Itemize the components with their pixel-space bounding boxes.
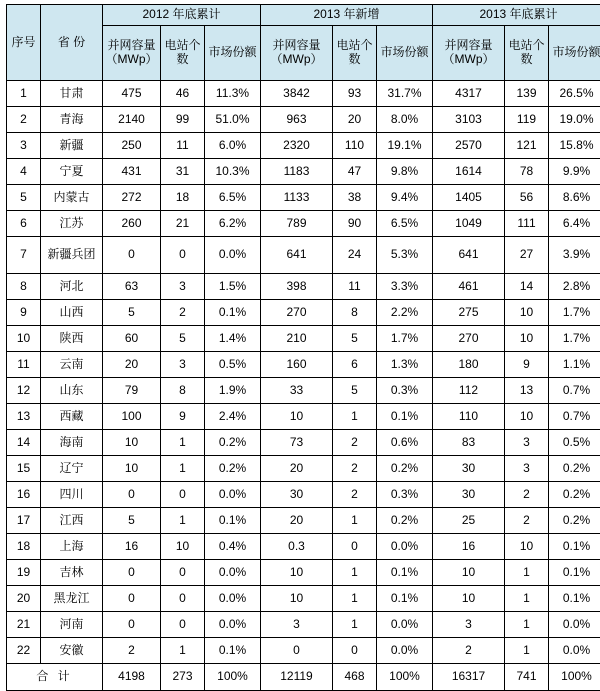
cell-2013cum-share: 0.0%	[549, 638, 600, 664]
total-2013new-capacity: 12119	[261, 664, 333, 691]
cell-2012-share: 6.2%	[205, 211, 261, 237]
cell-2013new-capacity: 210	[261, 326, 333, 352]
cell-province: 吉林	[41, 560, 103, 586]
cell-2013cum-share: 0.5%	[549, 430, 600, 456]
cell-2012-count: 0	[161, 482, 205, 508]
cell-2013new-count: 20	[333, 107, 377, 133]
cell-2012-share: 0.1%	[205, 300, 261, 326]
cell-2013cum-share: 9.9%	[549, 159, 600, 185]
cell-2012-capacity: 260	[103, 211, 161, 237]
cell-2012-count: 11	[161, 133, 205, 159]
cell-2013new-share: 0.3%	[377, 378, 433, 404]
cell-2013new-count: 1	[333, 560, 377, 586]
cell-2013cum-count: 119	[505, 107, 549, 133]
cell-2013new-capacity: 160	[261, 352, 333, 378]
table-body	[7, 81, 600, 664]
cell-seq: 9	[7, 300, 41, 326]
cell-2013new-count: 1	[333, 508, 377, 534]
total-2013cum-share: 100%	[549, 664, 600, 691]
cell-2013cum-capacity: 1614	[433, 159, 505, 185]
cell-2013cum-capacity: 25	[433, 508, 505, 534]
cell-2012-count: 0	[161, 586, 205, 612]
cell-2013cum-count: 10	[505, 300, 549, 326]
cell-2012-capacity: 475	[103, 81, 161, 107]
cell-2013cum-share: 2.8%	[549, 274, 600, 300]
cell-seq: 11	[7, 352, 41, 378]
cell-2013cum-count: 10	[505, 326, 549, 352]
cell-province: 新疆	[41, 133, 103, 159]
cell-2012-share: 1.4%	[205, 326, 261, 352]
cell-2012-share: 0.2%	[205, 456, 261, 482]
cell-2013cum-count: 2	[505, 482, 549, 508]
cell-province: 青海	[41, 107, 103, 133]
cell-2013cum-share: 0.2%	[549, 482, 600, 508]
total-row	[7, 664, 600, 691]
cell-2013cum-share: 0.1%	[549, 534, 600, 560]
cell-2013new-capacity: 10	[261, 404, 333, 430]
cell-2013new-count: 110	[333, 133, 377, 159]
cell-2013new-count: 93	[333, 81, 377, 107]
cell-2013cum-capacity: 10	[433, 560, 505, 586]
cell-2013cum-count: 10	[505, 404, 549, 430]
cell-2012-capacity: 10	[103, 430, 161, 456]
cell-seq: 5	[7, 185, 41, 211]
cell-2013new-capacity: 1183	[261, 159, 333, 185]
cell-2012-capacity: 0	[103, 586, 161, 612]
cell-2013cum-count: 1	[505, 612, 549, 638]
cell-2013cum-capacity: 110	[433, 404, 505, 430]
cell-2012-capacity: 431	[103, 159, 161, 185]
cell-2013new-capacity: 73	[261, 430, 333, 456]
cell-2013new-capacity: 789	[261, 211, 333, 237]
cell-2013new-share: 9.8%	[377, 159, 433, 185]
cell-2013cum-capacity: 2570	[433, 133, 505, 159]
cell-2012-count: 46	[161, 81, 205, 107]
cell-2013cum-share: 19.0%	[549, 107, 600, 133]
cell-2012-share: 0.5%	[205, 352, 261, 378]
total-2013cum-count: 741	[505, 664, 549, 691]
cell-2013cum-count: 1	[505, 638, 549, 664]
cell-2012-count: 0	[161, 612, 205, 638]
header-2013new-share: 市场份额	[377, 26, 433, 81]
table-row	[7, 159, 600, 185]
header-2013new-count: 电站个数	[333, 26, 377, 81]
cell-2013cum-share: 8.6%	[549, 185, 600, 211]
header-group-2012-cumulative: 2012 年底累计	[103, 5, 261, 26]
cell-2012-share: 1.5%	[205, 274, 261, 300]
cell-2013new-count: 90	[333, 211, 377, 237]
cell-2013new-share: 0.1%	[377, 586, 433, 612]
cell-province: 海南	[41, 430, 103, 456]
cell-2012-capacity: 20	[103, 352, 161, 378]
cell-2013new-capacity: 3842	[261, 81, 333, 107]
cell-2013new-count: 5	[333, 326, 377, 352]
cell-seq: 14	[7, 430, 41, 456]
cell-2013cum-share: 0.1%	[549, 560, 600, 586]
cell-2013new-share: 0.2%	[377, 508, 433, 534]
cell-seq: 20	[7, 586, 41, 612]
cell-2013cum-count: 1	[505, 586, 549, 612]
header-2013cum-capacity: 并网容量（MWp）	[433, 26, 505, 81]
cell-2013new-share: 2.2%	[377, 300, 433, 326]
cell-province: 西藏	[41, 404, 103, 430]
cell-2013new-share: 19.1%	[377, 133, 433, 159]
cell-2012-capacity: 2140	[103, 107, 161, 133]
table-row	[7, 185, 600, 211]
cell-2012-capacity: 2	[103, 638, 161, 664]
cell-2013new-capacity: 270	[261, 300, 333, 326]
cell-2013cum-capacity: 112	[433, 378, 505, 404]
total-2013new-share: 100%	[377, 664, 433, 691]
cell-2013new-count: 1	[333, 404, 377, 430]
cell-seq: 6	[7, 211, 41, 237]
table-row	[7, 430, 600, 456]
cell-seq: 7	[7, 237, 41, 274]
header-2013cum-share: 市场份额	[549, 26, 600, 81]
cell-2012-count: 1	[161, 430, 205, 456]
cell-2012-share: 0.0%	[205, 612, 261, 638]
cell-2012-count: 9	[161, 404, 205, 430]
cell-2013new-share: 3.3%	[377, 274, 433, 300]
cell-province: 山西	[41, 300, 103, 326]
cell-2013new-capacity: 963	[261, 107, 333, 133]
cell-2013cum-capacity: 4317	[433, 81, 505, 107]
cell-2013cum-capacity: 275	[433, 300, 505, 326]
cell-2012-share: 51.0%	[205, 107, 261, 133]
cell-2013new-capacity: 20	[261, 508, 333, 534]
cell-2013new-share: 1.3%	[377, 352, 433, 378]
cell-2013new-count: 2	[333, 482, 377, 508]
cell-2012-share: 0.1%	[205, 508, 261, 534]
cell-seq: 4	[7, 159, 41, 185]
cell-2013new-share: 0.0%	[377, 638, 433, 664]
cell-2013new-capacity: 0	[261, 638, 333, 664]
cell-2013new-share: 0.1%	[377, 560, 433, 586]
cell-2013cum-share: 3.9%	[549, 237, 600, 274]
cell-seq: 3	[7, 133, 41, 159]
cell-2013cum-share: 1.7%	[549, 300, 600, 326]
cell-2013cum-share: 0.2%	[549, 508, 600, 534]
table-row	[7, 274, 600, 300]
pv-statistics-table	[6, 4, 600, 691]
table-row	[7, 586, 600, 612]
cell-2012-share: 0.4%	[205, 534, 261, 560]
cell-province: 新疆兵团	[41, 237, 103, 274]
cell-2012-capacity: 0	[103, 482, 161, 508]
cell-seq: 22	[7, 638, 41, 664]
cell-2013new-count: 0	[333, 638, 377, 664]
cell-2013cum-count: 9	[505, 352, 549, 378]
cell-province: 宁夏	[41, 159, 103, 185]
table-row	[7, 638, 600, 664]
table-row	[7, 560, 600, 586]
table-row	[7, 300, 600, 326]
cell-2013cum-share: 26.5%	[549, 81, 600, 107]
cell-2013new-share: 9.4%	[377, 185, 433, 211]
cell-2013new-capacity: 398	[261, 274, 333, 300]
cell-2012-count: 3	[161, 274, 205, 300]
cell-2012-share: 0.0%	[205, 586, 261, 612]
cell-2012-count: 0	[161, 560, 205, 586]
total-2012-capacity: 4198	[103, 664, 161, 691]
table-row	[7, 326, 600, 352]
header-province: 省 份	[41, 5, 103, 81]
cell-2013cum-capacity: 30	[433, 456, 505, 482]
cell-2013cum-count: 27	[505, 237, 549, 274]
cell-2013cum-share: 0.1%	[549, 586, 600, 612]
cell-2012-count: 5	[161, 326, 205, 352]
cell-2013new-count: 0	[333, 534, 377, 560]
header-group-2013-new: 2013 年新增	[261, 5, 433, 26]
cell-2013new-capacity: 10	[261, 586, 333, 612]
cell-seq: 18	[7, 534, 41, 560]
cell-2012-share: 11.3%	[205, 81, 261, 107]
cell-2012-capacity: 16	[103, 534, 161, 560]
cell-2012-share: 6.0%	[205, 133, 261, 159]
cell-seq: 15	[7, 456, 41, 482]
cell-2013cum-count: 10	[505, 534, 549, 560]
cell-2013new-count: 1	[333, 612, 377, 638]
header-group-2013-cumulative: 2013 年底累计	[433, 5, 600, 26]
cell-2013cum-capacity: 1049	[433, 211, 505, 237]
cell-province: 安徽	[41, 638, 103, 664]
header-2013new-capacity: 并网容量（MWp）	[261, 26, 333, 81]
cell-2013new-capacity: 20	[261, 456, 333, 482]
cell-2013cum-share: 1.1%	[549, 352, 600, 378]
cell-province: 四川	[41, 482, 103, 508]
cell-2012-capacity: 100	[103, 404, 161, 430]
header-2012-capacity: 并网容量（MWp）	[103, 26, 161, 81]
cell-seq: 2	[7, 107, 41, 133]
cell-2012-count: 31	[161, 159, 205, 185]
cell-2013cum-capacity: 10	[433, 586, 505, 612]
cell-2013cum-share: 0.7%	[549, 404, 600, 430]
cell-seq: 10	[7, 326, 41, 352]
total-2013new-count: 468	[333, 664, 377, 691]
table-row	[7, 107, 600, 133]
cell-2013new-share: 8.0%	[377, 107, 433, 133]
cell-2013new-share: 6.5%	[377, 211, 433, 237]
cell-2013cum-capacity: 1405	[433, 185, 505, 211]
cell-2013cum-capacity: 16	[433, 534, 505, 560]
cell-2012-count: 99	[161, 107, 205, 133]
cell-province: 陕西	[41, 326, 103, 352]
cell-2013cum-capacity: 30	[433, 482, 505, 508]
cell-2012-count: 2	[161, 300, 205, 326]
cell-seq: 13	[7, 404, 41, 430]
header-2012-share: 市场份额	[205, 26, 261, 81]
cell-2013cum-capacity: 2	[433, 638, 505, 664]
cell-2012-capacity: 63	[103, 274, 161, 300]
cell-2013new-share: 5.3%	[377, 237, 433, 274]
cell-2013new-capacity: 2320	[261, 133, 333, 159]
cell-2013new-capacity: 10	[261, 560, 333, 586]
cell-2012-count: 8	[161, 378, 205, 404]
header-seq: 序号	[7, 5, 41, 81]
cell-2012-count: 3	[161, 352, 205, 378]
cell-2012-share: 0.0%	[205, 237, 261, 274]
cell-2013cum-capacity: 270	[433, 326, 505, 352]
table-row	[7, 482, 600, 508]
cell-2012-capacity: 5	[103, 508, 161, 534]
cell-2012-count: 1	[161, 456, 205, 482]
cell-2013new-capacity: 33	[261, 378, 333, 404]
cell-2012-share: 0.1%	[205, 638, 261, 664]
cell-2013cum-share: 6.4%	[549, 211, 600, 237]
cell-2012-count: 1	[161, 638, 205, 664]
cell-2012-share: 1.9%	[205, 378, 261, 404]
cell-2013cum-count: 14	[505, 274, 549, 300]
cell-province: 辽宁	[41, 456, 103, 482]
table-row	[7, 81, 600, 107]
cell-2013cum-share: 0.0%	[549, 612, 600, 638]
cell-2013new-share: 31.7%	[377, 81, 433, 107]
cell-2013cum-count: 56	[505, 185, 549, 211]
cell-2013cum-count: 3	[505, 430, 549, 456]
cell-2013new-count: 6	[333, 352, 377, 378]
table-row	[7, 404, 600, 430]
table-row	[7, 456, 600, 482]
cell-2013cum-capacity: 641	[433, 237, 505, 274]
cell-2013cum-share: 15.8%	[549, 133, 600, 159]
header-2012-count: 电站个数	[161, 26, 205, 81]
cell-seq: 19	[7, 560, 41, 586]
cell-province: 江苏	[41, 211, 103, 237]
cell-province: 云南	[41, 352, 103, 378]
cell-province: 甘肃	[41, 81, 103, 107]
table-row	[7, 534, 600, 560]
cell-2012-share: 10.3%	[205, 159, 261, 185]
cell-2012-capacity: 60	[103, 326, 161, 352]
cell-seq: 12	[7, 378, 41, 404]
cell-2012-share: 6.5%	[205, 185, 261, 211]
table-row	[7, 211, 600, 237]
total-2012-share: 100%	[205, 664, 261, 691]
cell-seq: 8	[7, 274, 41, 300]
cell-2013new-count: 8	[333, 300, 377, 326]
table-footer	[7, 664, 600, 691]
header-group-row	[7, 5, 600, 26]
cell-2012-share: 0.0%	[205, 560, 261, 586]
cell-2012-share: 2.4%	[205, 404, 261, 430]
cell-2012-count: 21	[161, 211, 205, 237]
cell-2013new-capacity: 1133	[261, 185, 333, 211]
cell-seq: 17	[7, 508, 41, 534]
cell-2013cum-count: 13	[505, 378, 549, 404]
cell-2013cum-capacity: 180	[433, 352, 505, 378]
cell-2013new-count: 38	[333, 185, 377, 211]
cell-2013cum-capacity: 3	[433, 612, 505, 638]
cell-seq: 16	[7, 482, 41, 508]
table-header	[7, 5, 600, 81]
table-row	[7, 612, 600, 638]
table-row	[7, 352, 600, 378]
cell-2013cum-count: 111	[505, 211, 549, 237]
cell-2013new-share: 0.0%	[377, 612, 433, 638]
cell-2013new-share: 0.1%	[377, 404, 433, 430]
cell-2013cum-count: 139	[505, 81, 549, 107]
cell-2012-capacity: 79	[103, 378, 161, 404]
cell-province: 江西	[41, 508, 103, 534]
cell-2012-capacity: 250	[103, 133, 161, 159]
table-row	[7, 508, 600, 534]
cell-seq: 1	[7, 81, 41, 107]
cell-2013new-share: 0.6%	[377, 430, 433, 456]
table-row	[7, 378, 600, 404]
cell-province: 河北	[41, 274, 103, 300]
cell-province: 黑龙江	[41, 586, 103, 612]
cell-2013new-count: 24	[333, 237, 377, 274]
total-2012-count: 273	[161, 664, 205, 691]
cell-2012-capacity: 272	[103, 185, 161, 211]
cell-2013cum-count: 3	[505, 456, 549, 482]
cell-province: 河南	[41, 612, 103, 638]
cell-2013cum-count: 2	[505, 508, 549, 534]
table-row	[7, 237, 600, 274]
header-2013cum-count: 电站个数	[505, 26, 549, 81]
cell-2012-capacity: 0	[103, 560, 161, 586]
cell-2013new-capacity: 641	[261, 237, 333, 274]
cell-2013new-capacity: 0.3	[261, 534, 333, 560]
cell-province: 上海	[41, 534, 103, 560]
cell-2013cum-share: 1.7%	[549, 326, 600, 352]
cell-province: 内蒙古	[41, 185, 103, 211]
cell-2012-count: 1	[161, 508, 205, 534]
cell-2013new-count: 5	[333, 378, 377, 404]
cell-2013cum-capacity: 461	[433, 274, 505, 300]
table-row	[7, 133, 600, 159]
total-label: 合 计	[7, 664, 103, 691]
cell-2013new-count: 2	[333, 430, 377, 456]
cell-2013new-share: 0.3%	[377, 482, 433, 508]
cell-2013new-capacity: 30	[261, 482, 333, 508]
cell-2013new-capacity: 3	[261, 612, 333, 638]
cell-2013cum-count: 121	[505, 133, 549, 159]
cell-2012-capacity: 0	[103, 612, 161, 638]
cell-2013cum-capacity: 83	[433, 430, 505, 456]
cell-2012-count: 18	[161, 185, 205, 211]
cell-2013cum-count: 1	[505, 560, 549, 586]
cell-2012-capacity: 0	[103, 237, 161, 274]
cell-2013cum-count: 78	[505, 159, 549, 185]
cell-province: 山东	[41, 378, 103, 404]
cell-seq: 21	[7, 612, 41, 638]
cell-2012-capacity: 5	[103, 300, 161, 326]
cell-2013new-share: 1.7%	[377, 326, 433, 352]
cell-2013new-count: 47	[333, 159, 377, 185]
total-2013cum-capacity: 16317	[433, 664, 505, 691]
cell-2012-count: 0	[161, 237, 205, 274]
cell-2012-capacity: 10	[103, 456, 161, 482]
cell-2013cum-share: 0.7%	[549, 378, 600, 404]
cell-2013new-share: 0.2%	[377, 456, 433, 482]
cell-2013new-share: 0.0%	[377, 534, 433, 560]
cell-2013cum-share: 0.2%	[549, 456, 600, 482]
cell-2012-share: 0.0%	[205, 482, 261, 508]
cell-2012-count: 10	[161, 534, 205, 560]
cell-2013new-count: 11	[333, 274, 377, 300]
cell-2013new-count: 1	[333, 586, 377, 612]
cell-2012-share: 0.2%	[205, 430, 261, 456]
cell-2013cum-capacity: 3103	[433, 107, 505, 133]
cell-2013new-count: 2	[333, 456, 377, 482]
